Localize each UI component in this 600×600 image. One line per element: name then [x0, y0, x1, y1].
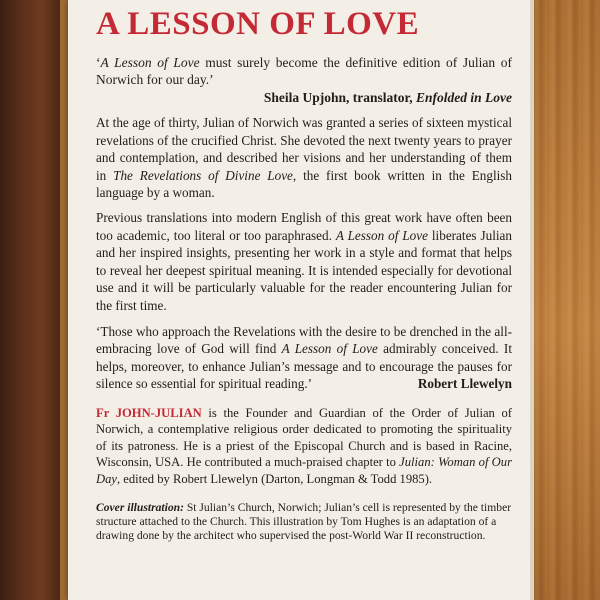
quote1-work-title: Enfolded in Love: [416, 90, 512, 105]
endorsement-attribution-1: [96, 88, 512, 107]
quote1-author: Sheila Upjohn, translator,: [263, 90, 416, 105]
wood-background-left: [0, 0, 60, 600]
book-back-cover: [68, 0, 532, 600]
endorsement-quote-2: [96, 323, 512, 393]
bio-text-a: is the Founder and Guardian of the Order of Julian of Norwich, a contemplative religious order dedicated to promoting the spirituality of its patroness. He is a priest of the Episcopal Church and is based in Racine, Wisconsin, USA. He contributed a much-praised chapter to: [96, 405, 512, 470]
para1-text-c: , the first book written in the English language by a woman.: [96, 167, 512, 201]
para1-text-a: At the age of thirty, Julian of Norwich was granted a series of sixteen mystical revelations of the crucified Christ. She devoted the next twenty years to prayer and contemplation, and described her visions and her understanding of them in: [96, 115, 512, 183]
quote-open-mark: ‘: [96, 55, 101, 70]
description-paragraph-1: [96, 114, 512, 202]
cover-illustration-credit: [96, 501, 512, 543]
quote1-book-title: A Lesson of Love: [100, 55, 200, 70]
author-name: Fr JOHN-JULIAN: [96, 405, 202, 420]
para2-book-title: A Lesson of Love: [335, 227, 428, 243]
cover-credit-label: Cover illustration:: [96, 500, 184, 514]
quote2-text-a: ‘Those who approach the Revelations with the desire to be drenched in the all-embracing love of God will find: [96, 323, 512, 357]
book-title: A LESSON OF LOVE: [96, 6, 420, 42]
para2-text-c: liberates Julian and her inspired insights, presenting her work in a style and format that helps to reveal her deepest spiritual meaning. It is intended especially for devotional use and it will be particularly valuable for the reader encountering Julian for the first time.: [96, 227, 512, 313]
bio-text-c: , edited by Robert Llewelyn (Darton, Longman & Todd 1985).: [116, 471, 433, 486]
page-edge: [530, 0, 534, 600]
quote2-text-c: admirably conceived. It helps, moreover, to enhance Julian’s message and to encourage the pauses for silence so essential for spiritual reading.’: [96, 341, 512, 392]
quote2-book-title: A Lesson of Love: [281, 341, 378, 357]
para2-text-a: Previous translations into modern English of this great work have often been too academic, too literal or too paraphrased.: [96, 209, 512, 243]
cover-credit-text: St Julian’s Church, Norwich; Julian’s cell is represented by the timber structure attached to the Church. This illustration by Tom Hughes is an adaptation of a drawing done by the architect who supervised the post-World War II reconstruction.: [96, 500, 512, 542]
author-bio: [96, 405, 512, 487]
wood-background-right: [530, 0, 600, 600]
para1-book-title: The Revelations of Divine Love: [113, 167, 293, 183]
bio-book-title: Julian: Woman of Our Day: [96, 455, 512, 486]
endorsement-quote-1: [96, 54, 512, 88]
description-paragraph-2: [96, 209, 512, 315]
quote2-author: Robert Llewelyn: [417, 376, 512, 392]
cover-text-block: [96, 0, 512, 543]
quote1-text: must surely become the definitive edition of Julian of Norwich for our day.’: [96, 55, 512, 87]
